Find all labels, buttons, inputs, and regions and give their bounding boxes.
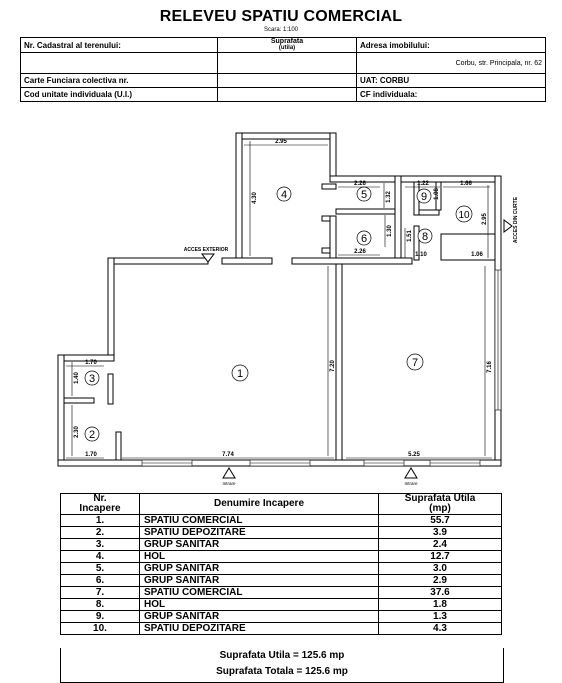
wall (236, 133, 242, 259)
table-row (61, 587, 502, 599)
dim-label: 1.66 (460, 181, 472, 187)
table-row (61, 515, 502, 527)
row-name: HOL (140, 599, 379, 611)
table-row (61, 539, 502, 551)
entry-arrow (405, 468, 417, 478)
entry-label: Intrare (404, 481, 418, 486)
rooms-table (60, 493, 502, 635)
row-number: 3. (61, 539, 140, 551)
dim-label: 1.22 (417, 181, 429, 187)
total-total: Suprafata Totala = 125.6 mp (216, 666, 348, 677)
address-label: Adresa imobilului: (357, 38, 546, 53)
dim-label: 1.32 (386, 191, 392, 203)
scale-label: Scara: 1:100 (263, 27, 299, 33)
row-name: SPATIU COMERCIAL (140, 515, 379, 527)
row-name: SPATIU COMERCIAL (140, 587, 379, 599)
room-number: 5 (360, 189, 368, 201)
room-number: 8 (421, 231, 429, 243)
dim-label: 1.06 (471, 252, 483, 258)
wall (108, 374, 113, 404)
room-number: 1 (236, 368, 244, 380)
header-area: Suprafata Utila (mp) (379, 494, 502, 515)
dim-label: 2.26 (354, 181, 366, 187)
row-name: SPATIU DEPOZITARE (140, 623, 379, 635)
table-row (61, 563, 502, 575)
wall (330, 133, 336, 181)
row-name: SPATIU DEPOZITARE (140, 527, 379, 539)
carte-funciara-label: Carte Funciara colectiva nr. (21, 74, 218, 88)
room-number: 3 (88, 373, 96, 385)
cadastral-label: Nr. Cadastral al terenului: (21, 38, 218, 53)
dim-label: 4.30 (252, 192, 258, 204)
wall (401, 176, 501, 182)
wall (336, 264, 342, 466)
row-area: 12.7 (379, 551, 502, 563)
dim-label: 1.51 (407, 230, 413, 242)
uat-label: UAT: CORBU (357, 74, 546, 88)
room-number: 7 (411, 357, 419, 369)
row-name: GRUP SANITAR (140, 575, 379, 587)
row-name: GRUP SANITAR (140, 539, 379, 551)
wall (222, 258, 272, 264)
table-row (61, 551, 502, 563)
dim-label: 2.26 (354, 249, 366, 255)
table-header-row (61, 494, 502, 515)
dimension-lines (66, 141, 492, 458)
wall (108, 258, 114, 358)
surface-title: Suprafata (270, 38, 304, 45)
row-number: 7. (61, 587, 140, 599)
dim-label: 2.30 (74, 426, 80, 438)
wall (330, 216, 336, 260)
side-access-label: ACCES DIN CURTE (513, 196, 519, 244)
windows (142, 270, 501, 466)
entry-arrow (223, 468, 235, 478)
room-number: 9 (420, 191, 428, 203)
row-area: 3.9 (379, 527, 502, 539)
row-name: HOL (140, 551, 379, 563)
table-row (61, 623, 502, 635)
wall (64, 398, 94, 403)
wall (441, 234, 495, 260)
row-number: 5. (61, 563, 140, 575)
room-number: 10 (458, 210, 470, 221)
wall (292, 258, 412, 264)
wall (322, 184, 336, 189)
row-number: 9. (61, 611, 140, 623)
room-numbers (89, 189, 470, 441)
table-row (61, 599, 502, 611)
header-nr: Nr. Incapere (61, 494, 140, 515)
header-name: Denumire Incapere (140, 494, 379, 515)
row-area: 3.0 (379, 563, 502, 575)
table-row (61, 527, 502, 539)
row-number: 10. (61, 623, 140, 635)
room-markers (85, 187, 472, 441)
walls (58, 133, 501, 466)
dim-label: 1.10 (415, 252, 427, 258)
row-area: 55.7 (379, 515, 502, 527)
row-name: GRUP SANITAR (140, 563, 379, 575)
dim-label: 7.74 (222, 452, 234, 458)
dim-label: 2.95 (482, 213, 488, 225)
room-number: 2 (88, 429, 96, 441)
dim-label: 1.70 (85, 360, 97, 366)
dim-label: 5.25 (408, 452, 420, 458)
table-row (61, 575, 502, 587)
table-row (61, 611, 502, 623)
row-number: 8. (61, 599, 140, 611)
document-title: RELEVEU SPATIU COMERCIAL (159, 8, 403, 25)
dim-label: 1.08 (434, 188, 440, 200)
dim-label: 1.70 (85, 452, 97, 458)
total-util: Suprafata Utila = 125.6 mp (219, 650, 345, 661)
row-number: 2. (61, 527, 140, 539)
dim-label: 1.40 (74, 372, 80, 384)
access-label: ACCES EXTERIOR (183, 247, 229, 253)
dim-label: 1.30 (387, 225, 393, 237)
wall (419, 210, 439, 215)
address-value: Corbu, str. Principala, nr. 62 (357, 53, 546, 74)
wall (108, 258, 208, 264)
cf-individual-label: CF individuala: (357, 88, 546, 102)
row-name: GRUP SANITAR (140, 611, 379, 623)
row-number: 6. (61, 575, 140, 587)
row-number: 4. (61, 551, 140, 563)
dim-label: 2.95 (275, 139, 287, 145)
row-area: 2.4 (379, 539, 502, 551)
totals-box (60, 648, 504, 683)
room-number: 4 (280, 189, 288, 201)
wall (58, 355, 64, 466)
room-number: 6 (360, 233, 368, 245)
dim-label: 7.20 (330, 360, 336, 372)
row-area: 2.9 (379, 575, 502, 587)
dim-label: 7.16 (487, 361, 493, 373)
surface-subtitle: (utila) (278, 45, 296, 51)
side-access-arrow (504, 220, 512, 232)
row-area: 1.8 (379, 599, 502, 611)
entry-label: Intrare (222, 481, 236, 486)
row-area: 1.3 (379, 611, 502, 623)
wall (336, 209, 395, 214)
row-area: 4.3 (379, 623, 502, 635)
wall (395, 176, 401, 260)
row-number: 1. (61, 515, 140, 527)
row-area: 37.6 (379, 587, 502, 599)
unit-code-label: Cod unitate individuala (U.I.) (21, 88, 218, 102)
